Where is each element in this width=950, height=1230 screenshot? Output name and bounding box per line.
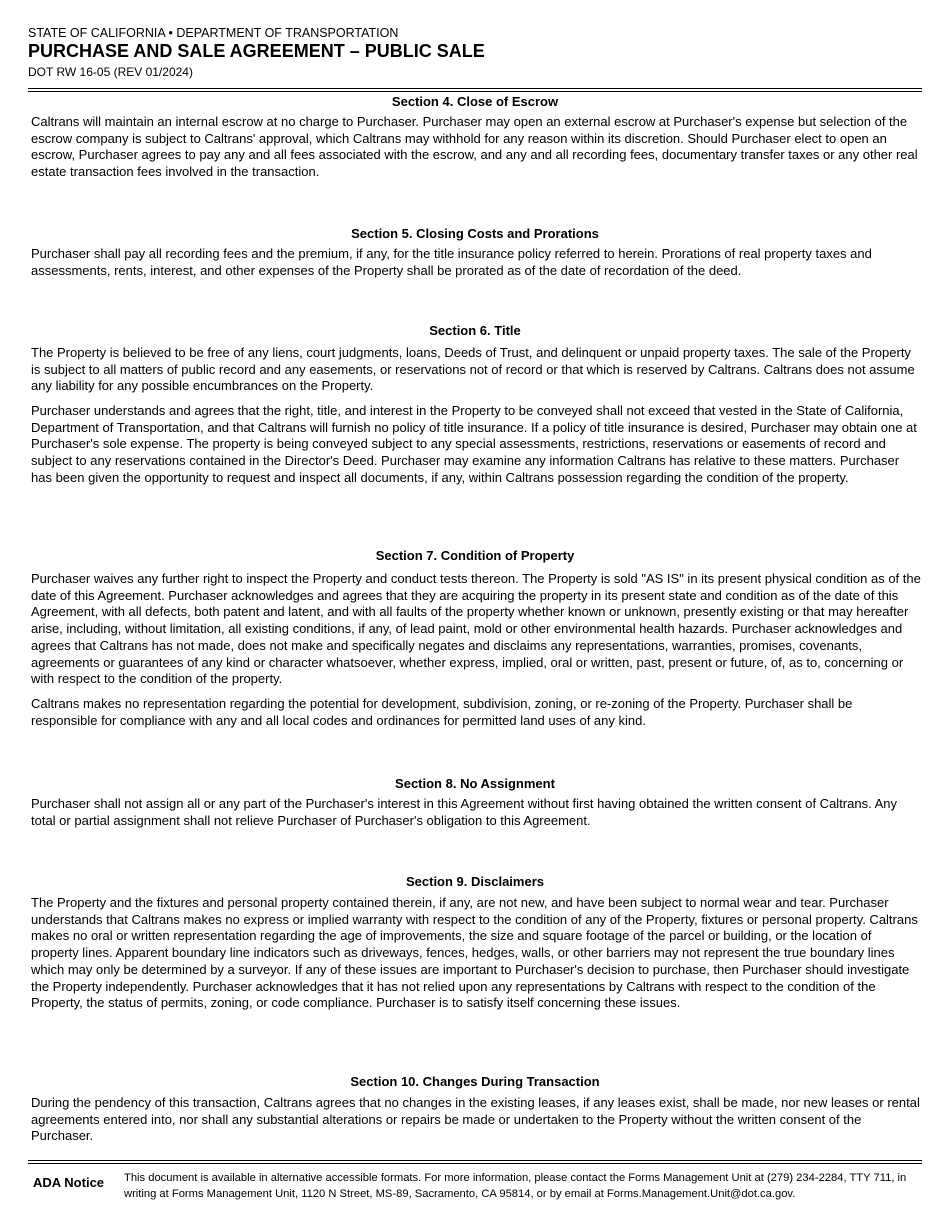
agency-name: STATE OF CALIFORNIA • DEPARTMENT OF TRANSPORTATION [28, 26, 399, 40]
section-10-title: Section 10. Changes During Transaction [350, 1074, 600, 1089]
section-4-title: Section 4. Close of Escrow [391, 94, 559, 109]
section-8-title: Section 8. No Assignment [395, 776, 555, 791]
form-title: PURCHASE AND SALE AGREEMENT – PUBLIC SALE [28, 41, 485, 61]
ada-notice-label: ADA Notice [33, 1175, 105, 1190]
section-6-paragraph-1: The Property is believed to be free of any liens, court judgments, loans, Deeds of Trust, and delinquent or unpaid property taxes. The sale of the Property is subject to all matters of public record and any easements, or reservations not of record or that which is reserved by Caltrans. Caltrans does not assume any liability for any possible encumbrances on the Property. [31, 345, 915, 394]
section-5-title: Section 5. Closing Costs and Prorations [351, 226, 599, 241]
section-9-title: Section 9. Disclaimers [405, 874, 544, 889]
ada-notice-text: This document is available in alternative accessible formats. For more information, please contact the Forms Management Unit at (279) 234-2284, TTY 711, in writing at Forms Management Unit, 1120 N Street, MS-89, Sacramento, CA 95814, or by email at Forms.Management.Unit@dot.ca.gov. [124, 1172, 907, 1200]
section-4-paragraph-1: Caltrans will maintain an internal escrow at no charge to Purchaser. Purchaser may open an external escrow at Purchaser's expense but selection of the escrow company is subject to Caltrans' approval, which Caltrans may withhold for any reason within its discretion. Should Purchaser elect to open an escrow, Purchaser agrees to pay any and all fees associated with the escrow, and any and all recording fees, documentary transfer taxes or any other real estate transaction fees involved in the transaction. [31, 114, 918, 180]
section-7-paragraph-2: Caltrans makes no representation regarding the potential for development, subdivision, zoning, or re-zoning of the Property. Purchaser shall be responsible for compliance with any and all local codes and ordinances for permitted land uses of any kind. [31, 696, 853, 728]
section-6-paragraph-2: Purchaser understands and agrees that the right, title, and interest in the Property to be conveyed shall not exceed that vested in the State of California, Department of Transportation, and that Caltrans will furnish no policy of title insurance. If a policy of title insurance is desired, Purchaser may obtain one at Purchaser's sole expense. The property is being conveyed subject to any special assessments, restrictions, reservations or easements of record and subject to any reservations contained in the Director's Deed. Purchaser may examine any information Caltrans has relative to these matters. Purchaser has been given the opportunity to request and inspect all documents, if any, within Caltrans possession regarding the condition of the property. [31, 403, 917, 485]
footer-divider [28, 1160, 922, 1164]
section-5-paragraph-1: Purchaser shall pay all recording fees and the premium, if any, for the title insurance policy referred to herein. Prorations of real property taxes and assessments, rents, interest, and other expenses of the Property shall be prorated as of the date of recordation of the deed. [31, 246, 872, 278]
header-divider [28, 88, 922, 92]
section-7-paragraph-1: Purchaser waives any further right to inspect the Property and conduct tests thereon. The Property is sold "AS IS" in its present physical condition as of the date of this Agreement. Purchaser acknowledges and agrees that they are acquiring the property in its present state and condition as of the date of this Agreement, with all defects, both patent and latent, and with all faults of the property whether known or unknown, presently existing or that may hereafter arise, including, without limitation, all existing conditions, if any, of lead paint, mold or other environmental health hazards. Purchaser acknowledges and agrees that Caltrans has not made, does not make and specifically negates and disclaims any representations, warranties, promises, covenants, agreements or guarantees of any kind or character whatsoever, whether express, implied, oral or written, past, present or future, of, as to, concerning or with respect to the condition of the property. [31, 571, 921, 687]
section-8-paragraph-1: Purchaser shall not assign all or any part of the Purchaser's interest in this Agreement without first having obtained the written consent of Caltrans. Any total or partial assignment shall not relieve Purchaser of Purchaser's obligation to this Agreement. [31, 796, 897, 828]
section-10-paragraph-1: During the pendency of this transaction, Caltrans agrees that no changes in the existing leases, if any leases exist, shall be made, nor new leases or rental agreements entered into, nor shall any substantial alterations or repairs be made or undertaken to the Property without the written consent of the Purchaser. [31, 1095, 920, 1144]
form-header [28, 26, 485, 80]
section-6-title: Section 6. Title [429, 323, 521, 338]
section-7-title: Section 7. Condition of Property [375, 548, 575, 563]
section-9-paragraph-1: The Property and the fixtures and personal property contained therein, if any, are not new, and have been subject to normal wear and tear. Purchaser understands that Caltrans makes no express or implied warranty with respect to the condition of any of the Property, fixtures or personal property. Caltrans makes no oral or written representation regarding the age of improvements, the size and square footage of the parcel or building, or the location of property lines. Apparent boundary line indicators such as driveways, fences, hedges, walls, or other barriers may not represent the true boundary lines which may only be determined by a surveyor. If any of these issues are important to Purchaser's decision to purchase, then Purchaser should investigate the Property independently. Purchaser acknowledges that it has not relied upon any representations by Caltrans with respect to the condition of the Property, the status of permits, zoning, or code compliance. Purchaser is to satisfy itself concerning these issues. [31, 895, 918, 1011]
form-number: DOT RW 16-05 (REV 01/2024) [28, 65, 193, 79]
